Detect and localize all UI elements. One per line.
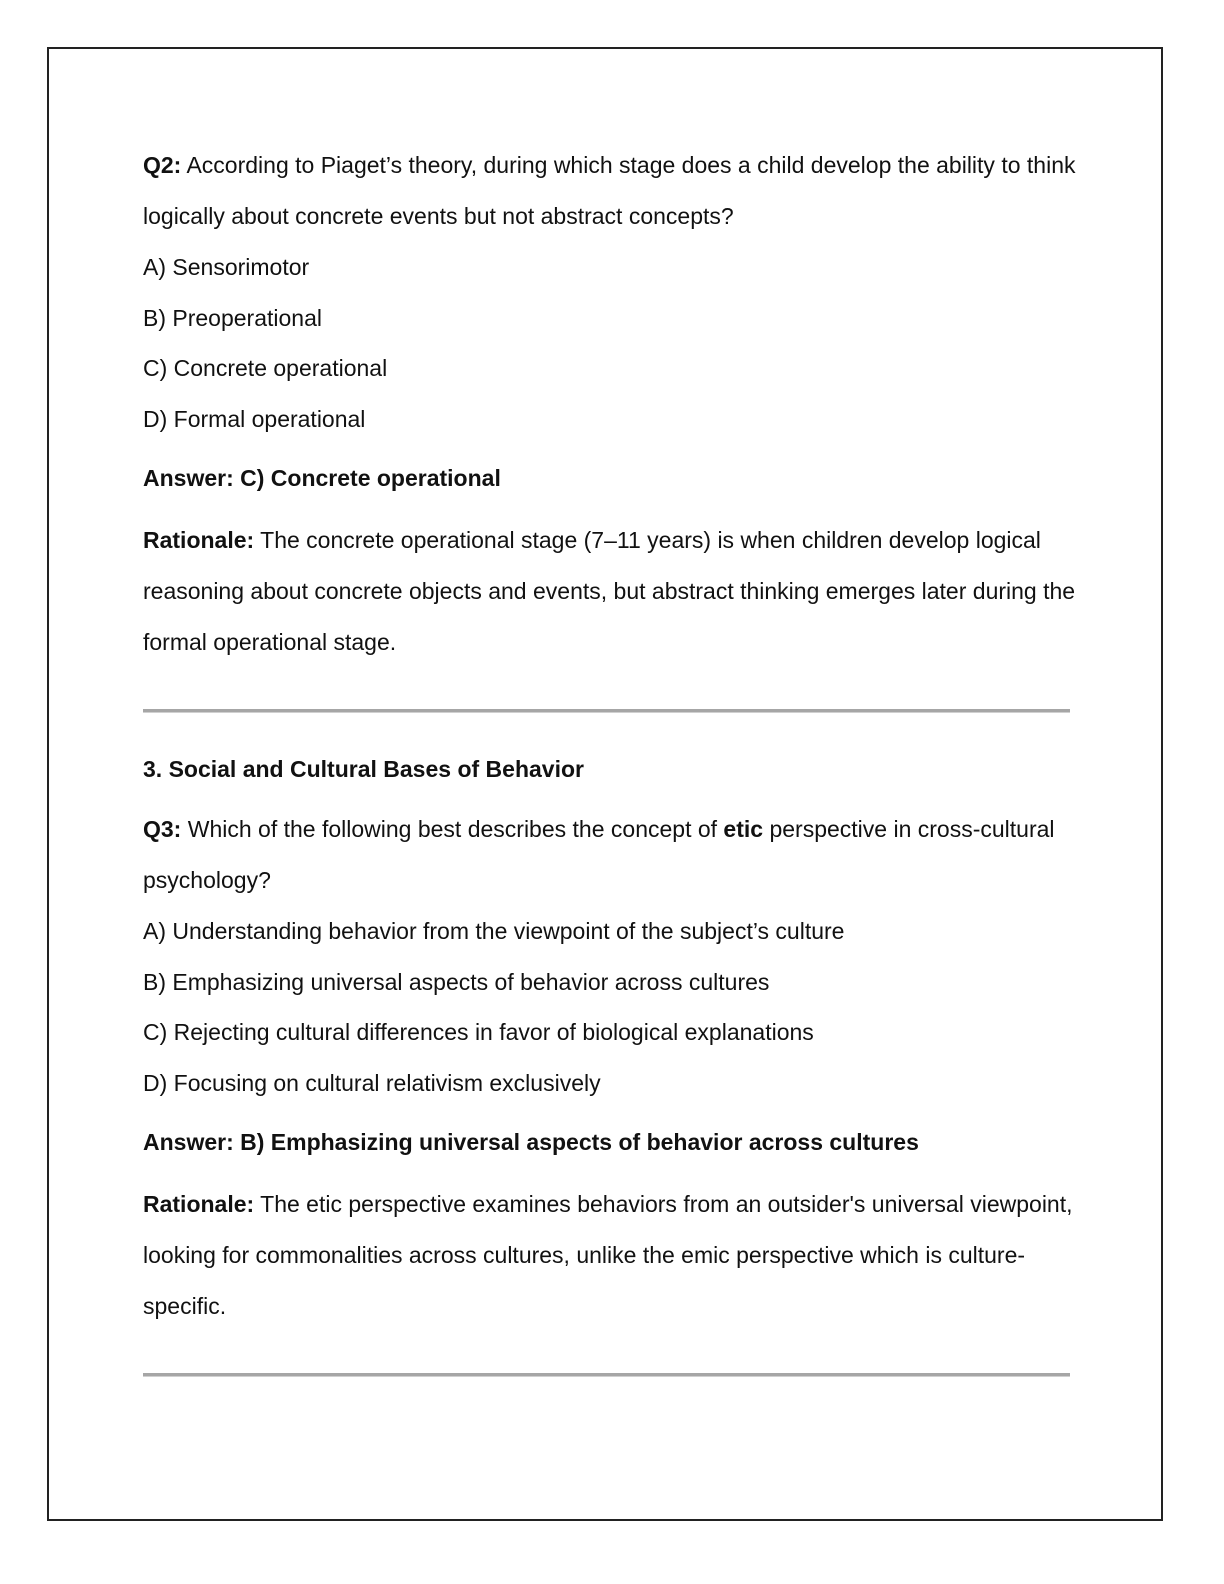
q3-rationale-text: The etic perspective examines behaviors from an outsider's universal viewpoint, looking for commonalities across cultures, unlike the emic perspective which is culture-specific.: [143, 1191, 1073, 1319]
divider: [143, 709, 1070, 713]
q2-rationale: [143, 515, 1083, 668]
q3-option-c: C) Rejecting cultural differences in favor of biological explanations: [143, 1019, 814, 1045]
q2-option-d: D) Formal operational: [143, 405, 366, 432]
q3-label: Q3:: [143, 816, 182, 842]
q2-answer: Answer: C) Concrete operational: [143, 465, 501, 491]
q2-rationale-text: The concrete operational stage (7–11 years) is when children develop logical reasoning about concrete objects and events, but abstract thinking emerges later during the formal operational stage.: [143, 527, 1076, 655]
q3-option-b: B) Emphasizing universal aspects of behavior across cultures: [143, 968, 770, 995]
q2-label: Q2:: [143, 152, 182, 178]
q3-rationale: [143, 1179, 1083, 1332]
q2-option-a: A) Sensorimotor: [143, 254, 310, 280]
q3-emphasis: etic: [723, 816, 764, 842]
divider: [143, 1373, 1070, 1377]
q3-option-a: A) Understanding behavior from the viewpoint of the subject’s culture: [143, 918, 845, 944]
q3-question-text-after: perspective in cross-cultural psychology?: [143, 816, 1055, 893]
q3-option-d: D) Focusing on cultural relativism exclusively: [143, 1069, 601, 1096]
q3-question-text-before: Which of the following best describes the concept of: [181, 816, 724, 842]
q2-question: [143, 140, 1083, 242]
q3-question: [143, 804, 1083, 906]
q3-rationale-label: Rationale:: [143, 1191, 255, 1217]
q3-answer: Answer: B) Emphasizing universal aspects of behavior across cultures: [143, 1129, 919, 1155]
document-content: [143, 140, 1083, 1377]
q2-question-text: According to Piaget’s theory, during which stage does a child develop the ability to think logically about concrete events but not abstract concepts?: [143, 152, 1076, 229]
q2-rationale-label: Rationale:: [143, 527, 255, 553]
q2-option-b: B) Preoperational: [143, 304, 322, 331]
section-heading: 3. Social and Cultural Bases of Behavior: [143, 756, 584, 782]
q2-option-c: C) Concrete operational: [143, 355, 388, 381]
